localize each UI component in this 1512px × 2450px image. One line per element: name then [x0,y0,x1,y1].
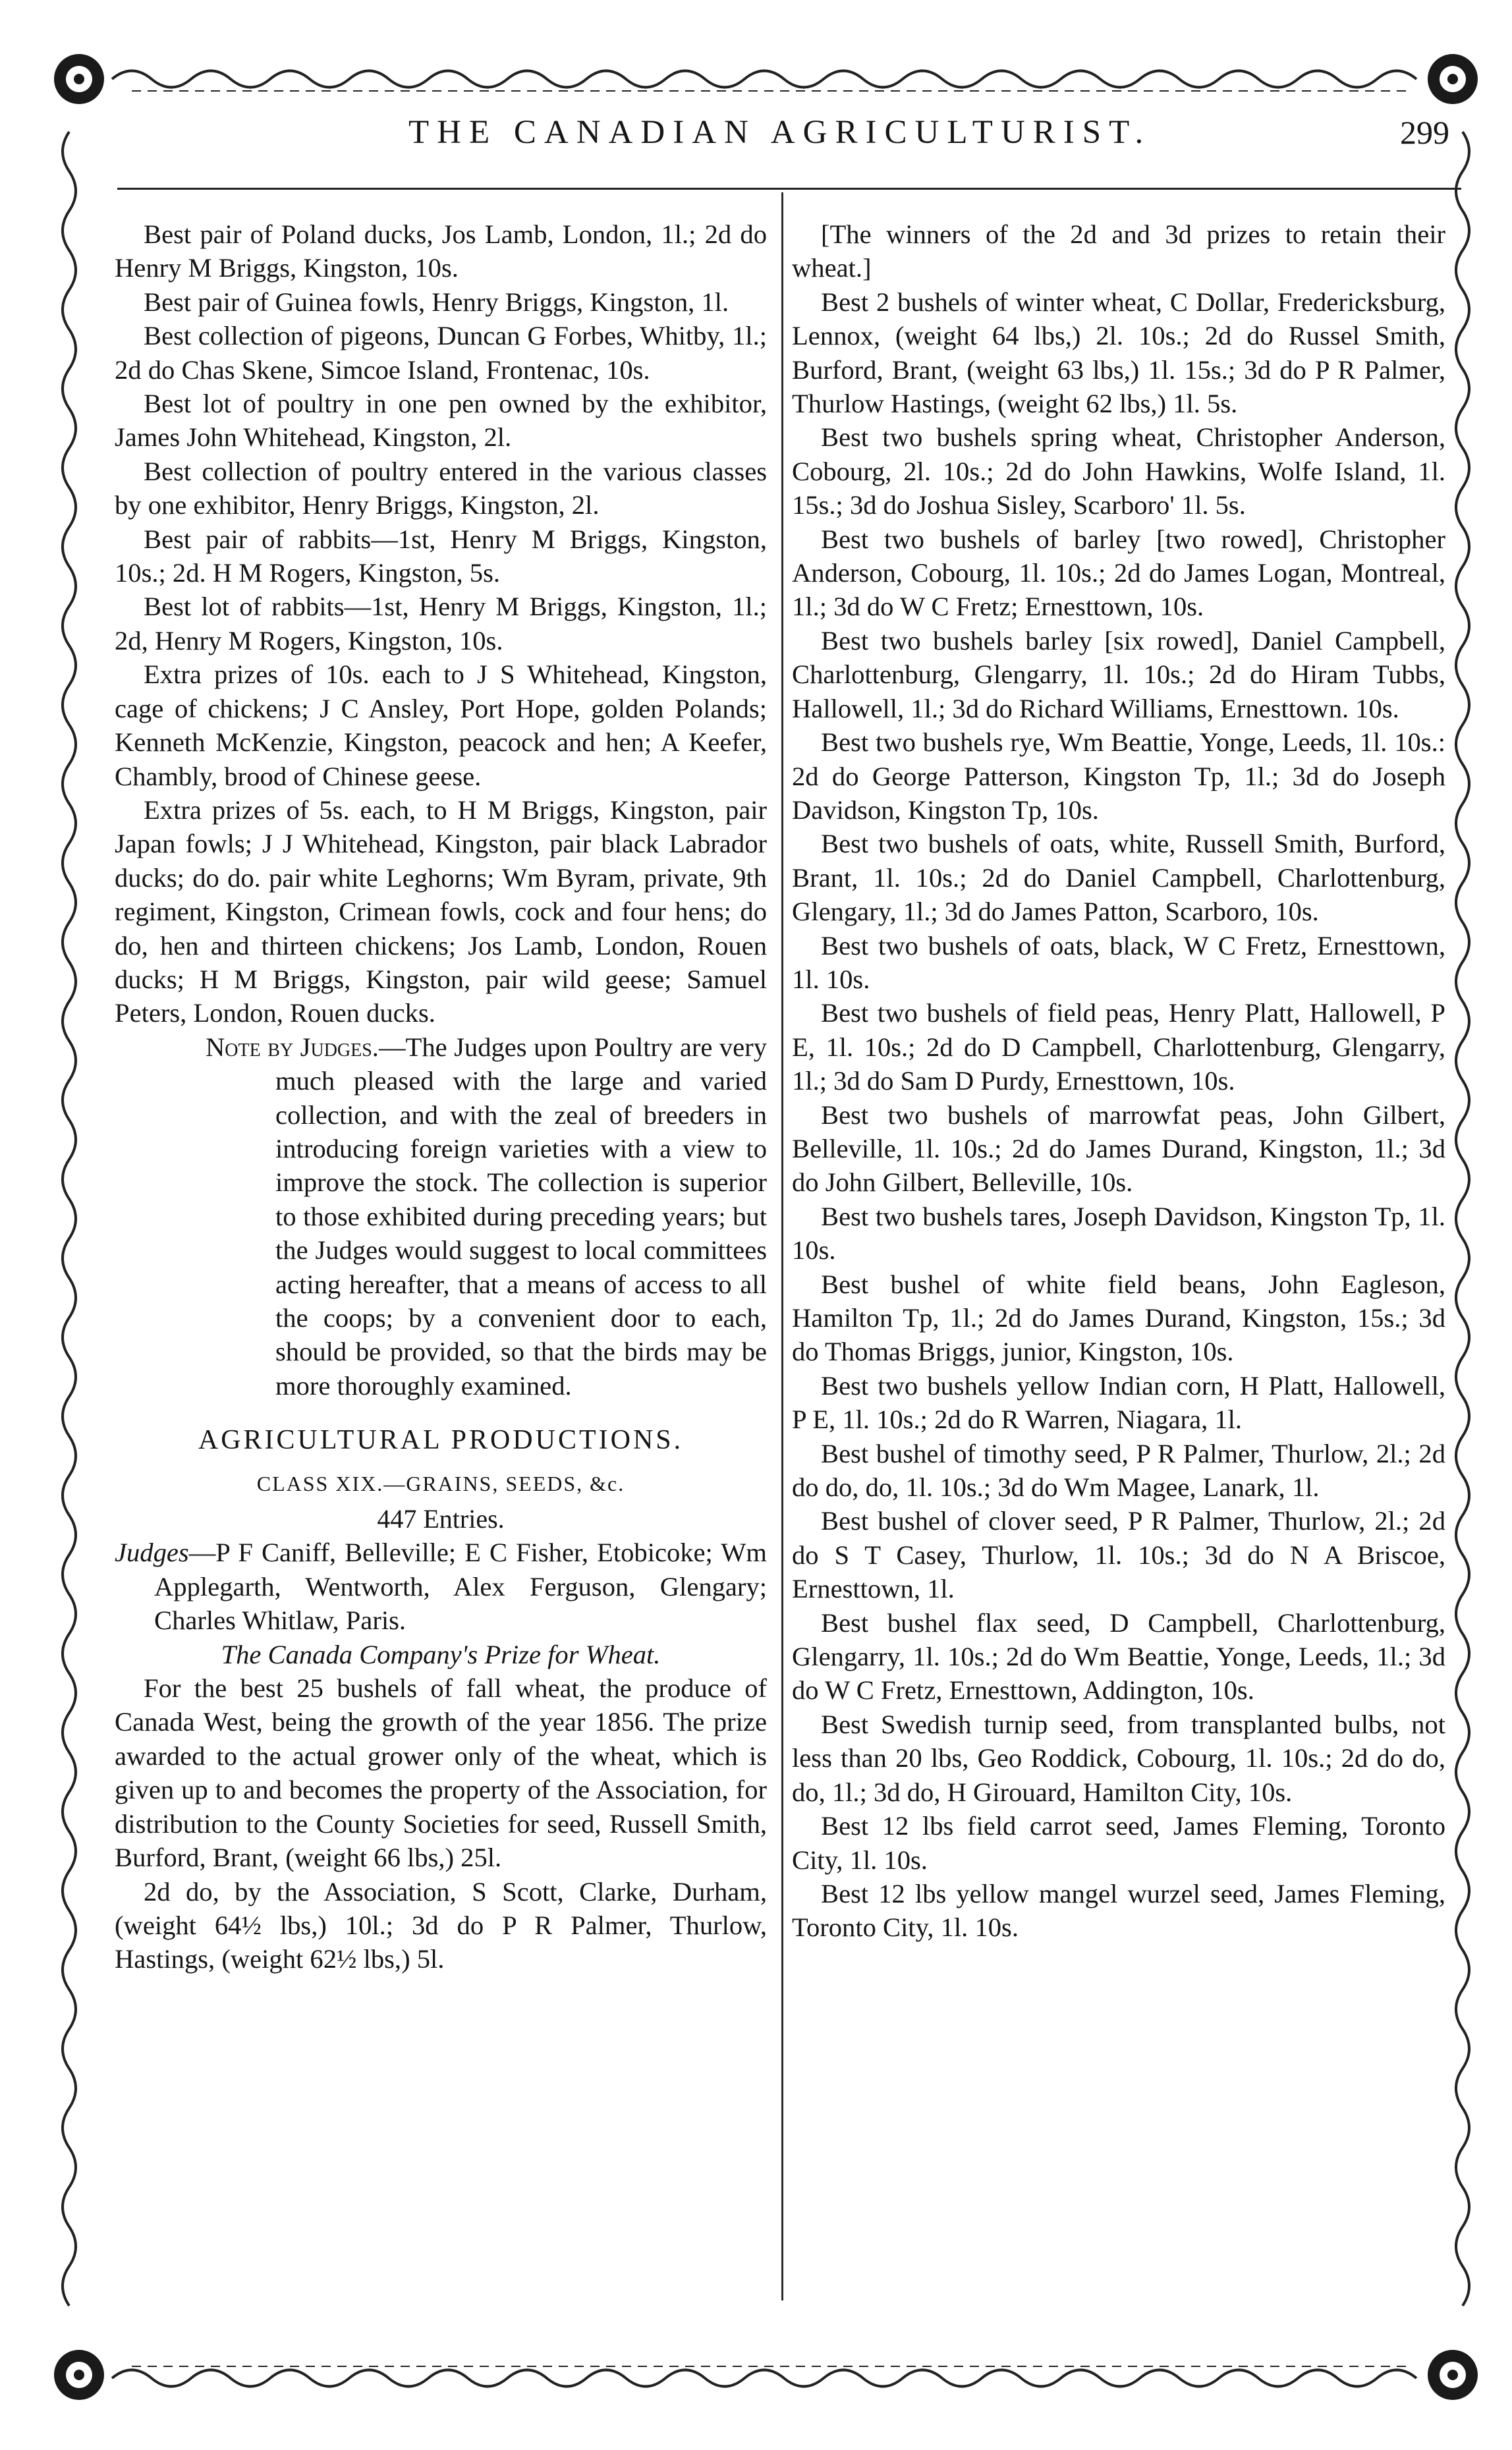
prize-entry: Best two bushels rye, Wm Beattie, Yonge, Leeds, 1l. 10s.: 2d do George Patterson, Kingston Tp, 1l.; 3d do Joseph Davidson, Kingston Tp, 10s. [792,727,1445,825]
section-heading: AGRICULTURAL PRODUCTIONS. [198,1425,684,1456]
class-line: CLASS XIX.—GRAINS, SEEDS, &c. [256,1471,625,1495]
prize-entry: Extra prizes of 10s. each to J S Whitehead, Kingston, cage of chickens; J C Ansley, Port Hope, golden Polands; Kenneth McKenzie, Kingston, peacock and hen; A Keefer, Chambly, brood of Chinese geese. [115,659,767,791]
note-text: —The Judges upon Poultry are very much pleased with the large and varied collection, and with the zeal of breeders in introducing foreign varieties with a view to improve the stock. The collection is superior to those exhibited during preceding years; but the Judges would suggest to local committees acting hereafter, that a means of access to all the coops; by a convenient door to each, should be provided, so that the birds may be more thoroughly examined. [275,1032,767,1401]
winners-note: [The winners of the 2d and 3d prizes to retain their wheat.] [792,219,1445,283]
prize-paragraph: For the best 25 bushels of fall wheat, the produce of Canada West, being the growth of the year 1856. The prize awarded to the actual grower only of the wheat, which is given up to and becomes the property of the Association, for distribution to the County Societies for seed, Russell Smith, Burford, Brant, (weight 66 lbs,) 25l. [115,1673,767,1873]
prize-entry: Best lot of poultry in one pen owned by the exhibitor, James John Whitehead, Kingston, 2l. [115,389,767,453]
prize-entry: Best collection of poultry entered in the various classes by one exhibitor, Henry Briggs, Kingston, 2l. [115,456,767,520]
prize-entry: Best pair of Guinea fowls, Henry Briggs, Kingston, 1l. [144,287,729,317]
prize-entry: Best 12 lbs field carrot seed, James Fleming, Toronto City, 1l. 10s. [792,1811,1445,1875]
entries-count: 447 Entries. [377,1504,505,1534]
prize-entry: Best collection of pigeons, Duncan G Forbes, Whitby, 1l.; 2d do Chas Skene, Simcoe Island, Frontenac, 10s. [115,321,767,385]
prize-entry: Best two bushels tares, Joseph Davidson, Kingston Tp, 1l. 10s. [792,1201,1445,1266]
judges-text: —P F Caniff, Belleville; E C Fisher, Etobicoke; Wm Applegarth, Wentworth, Alex Ferguson, Glengary; Charles Whitlaw, Paris. [154,1538,767,1636]
prize-entry: Best pair of Poland ducks, Jos Lamb, London, 1l.; 2d do Henry M Briggs, Kingston, 10s. [115,219,767,283]
prize-entry: Best two bushels of barley [two rowed], Christopher Anderson, Cobourg, 1l. 10s.; 2d do James Logan, Montreal, 1l.; 3d do W C Fretz; Ernesttown, 10s. [792,524,1445,622]
prize-entry: Extra prizes of 5s. each, to H M Briggs, Kingston, pair Japan fowls; J J Whitehead, Kingston, pair black Labrador ducks; do do. pair white Leghorns; Wm Byram, private, 9th regiment, Kingston, Crimean fowls, cock and four hens; do do, hen and thirteen chickens; Jos Lamb, London, Rouen ducks; H M Briggs, Kingston, pair wild geese; Samuel Peters, London, Rouen ducks. [115,794,767,1028]
prize-entry: Best two bushels of marrowfat peas, John Gilbert, Belleville, 1l. 10s.; 2d do James Durand, Kingston, 1l.; 3d do John Gilbert, Belleville, 10s. [792,1100,1445,1198]
prize-title: The Canada Company's Prize for Wheat. [221,1639,661,1669]
running-title: THE CANADIAN AGRICULTURIST. [408,114,1152,151]
prize-entry: Best bushel flax seed, D Campbell, Charlottenburg, Glengarry, 1l. 10s.; 2d do Wm Beattie, Yonge, Leeds, 1l.; 3d do W C Fretz, Ernesttown, Addington, 10s. [792,1607,1445,1706]
page-number: 299 [1400,114,1449,151]
prize-entry: Best two bushels of oats, black, W C Fretz, Ernesttown, 1l. 10s. [792,930,1445,994]
judges-note [184,1030,767,1403]
prize-entry: Best two bushels of oats, white, Russell Smith, Burford, Brant, 1l. 10s.; 2d do Daniel Campbell, Charlottenburg, Glengary, 1l.; 3d do James Patton, Scarboro, 10s. [792,829,1445,927]
judges-list [115,1536,767,1637]
prize-entry: Best 2 bushels of winter wheat, C Dollar, Fredericksburg, Lennox, (weight 64 lbs,) 2l. 10s.; 2d do Russel Smith, Burford, Brant, (weight 63 lbs,) 1l. 15s.; 3d do P R Palmer, Thurlow Hastings, (weight 62 lbs,) 1l. 5s. [792,287,1445,419]
prize-entry: Best lot of rabbits—1st, Henry M Briggs, Kingston, 1l.; 2d, Henry M Rogers, Kingston, 10s. [115,592,767,655]
column-divider [781,192,783,2300]
judges-label: Judges [115,1538,189,1568]
note-label: Note by Judges. [206,1032,379,1062]
prize-paragraph: 2d do, by the Association, S Scott, Clarke, Durham, (weight 64½ lbs,) 10l.; 3d do P R Palmer, Thurlow, Hastings, (weight 62½ lbs,) 5l. [115,1876,767,1974]
prize-entry: Best 12 lbs yellow mangel wurzel seed, James Fleming, Toronto City, 1l. 10s. [792,1878,1445,1943]
prize-entry: Best bushel of white field beans, John Eagleson, Hamilton Tp, 1l.; 2d do James Durand, Kingston, 15s.; 3d do Thomas Briggs, junior, Kingston, 10s. [792,1269,1445,1367]
page-header [198,113,1449,173]
prize-entry: Best Swedish turnip seed, from transplanted bulbs, not less than 20 lbs, Geo Roddick, Cobourg, 1l. 10s.; 2d do do, do, 1l.; 3d do, H Girouard, Hamilton City, 10s. [792,1709,1445,1807]
prize-entry: Best bushel of timothy seed, P R Palmer, Thurlow, 2l.; 2d do do, do, 1l. 10s.; 3d do Wm Magee, Lanark, 1l. [792,1438,1445,1503]
right-column [792,217,1445,1945]
prize-entry: Best two bushels yellow Indian corn, H Platt, Hallowell, P E, 1l. 10s.; 2d do R Warren, Niagara, 1l. [792,1370,1445,1435]
prize-entry: Best two bushels spring wheat, Christopher Anderson, Cobourg, 2l. 10s.; 2d do John Hawkins, Wolfe Island, 1l. 15s.; 3d do Joshua Sisley, Scarboro' 1l. 5s. [792,422,1445,520]
prize-entry: Best two bushels of field peas, Henry Platt, Hallowell, P E, 1l. 10s.; 2d do D Campbell, Charlottenburg, Glengarry, 1l.; 3d do Sam D Purdy, Ernesttown, 10s. [792,998,1445,1096]
prize-entry: Best two bushels barley [six rowed], Daniel Campbell, Charlottenburg, Glengarry, 1l. 10s.; 2d do Hiram Tubbs, Hallowell, 1l.; 3d do Richard Williams, Ernesttown. 10s. [792,625,1445,723]
left-column [115,217,767,1976]
header-rule [117,188,1461,190]
prize-entry: Best bushel of clover seed, P R Palmer, Thurlow, 2l.; 2d do S T Casey, Thurlow, 1l. 10s.; 3d do N A Briscoe, Ernesttown, 1l. [792,1506,1445,1604]
prize-entry: Best pair of rabbits—1st, Henry M Briggs, Kingston, 10s.; 2d. H M Rogers, Kingston, 5s. [115,524,767,588]
